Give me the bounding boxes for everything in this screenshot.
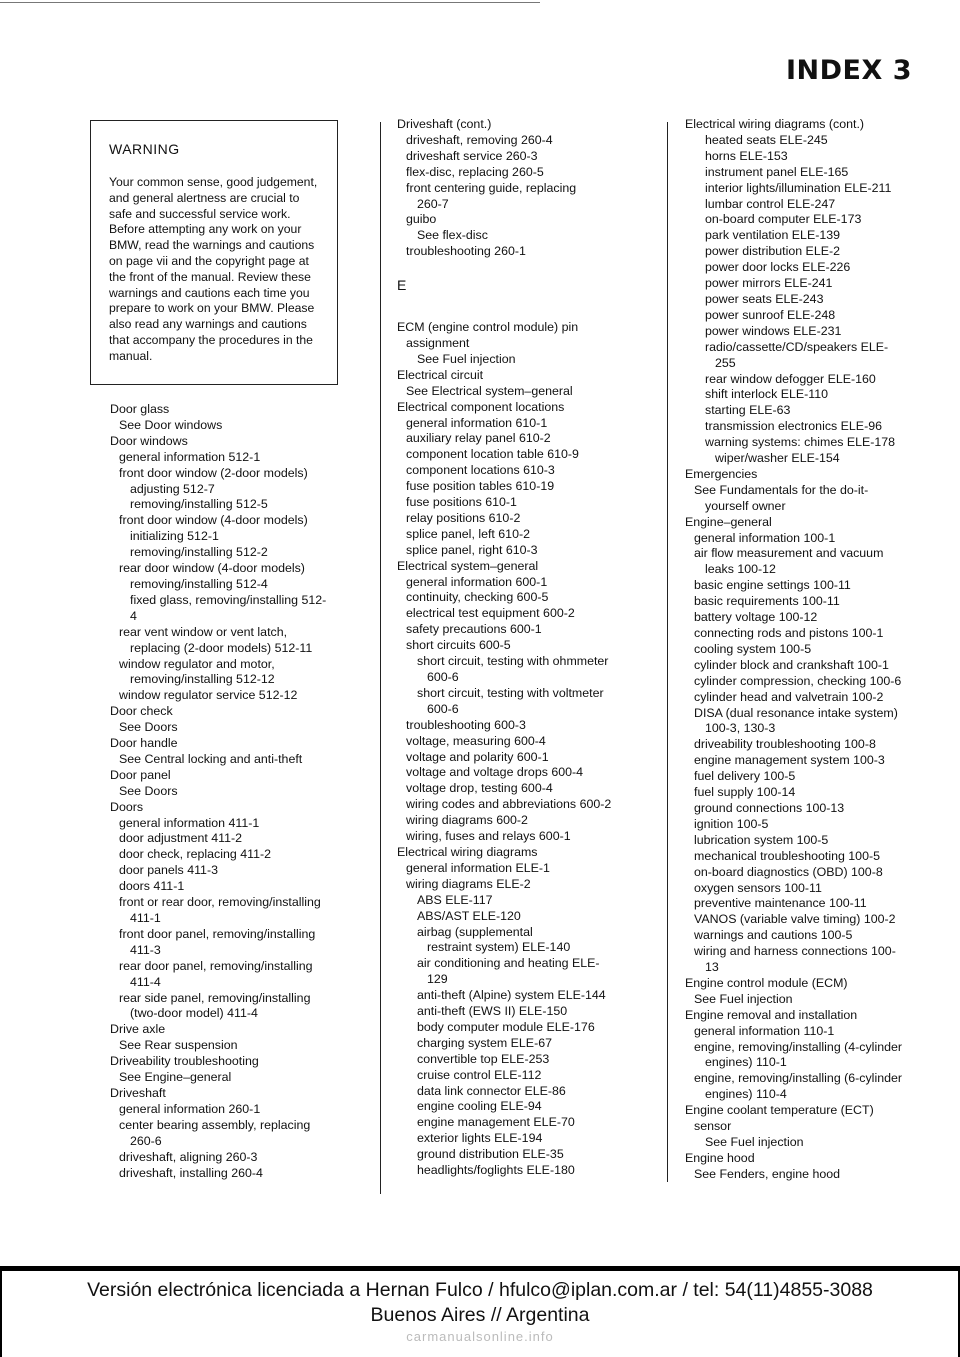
index-entry: See Engine–general [119,1070,232,1085]
index-entry: air conditioning and heating ELE- [417,956,600,971]
index-entry: ignition 100-5 [694,816,769,831]
index-entry: anti-theft (EWS II) ELE-150 [417,1004,568,1019]
license-footer-panel [2,1271,958,1357]
index-entry: engine management ELE-70 [417,1115,575,1130]
index-entry: 129 [427,972,448,987]
index-entry: general information 610-1 [406,415,548,430]
index-entry: battery voltage 100-12 [694,610,818,625]
index-entry: troubleshooting 260-1 [406,244,526,259]
index-entry: fuel delivery 100-5 [694,769,796,784]
index-entry: driveshaft, removing 260-4 [406,132,553,147]
index-entry: cruise control ELE-112 [417,1067,542,1082]
index-entry: door adjustment 411-2 [119,831,243,846]
warning-title: WARNING [109,141,180,157]
index-entry: flex-disc, replacing 260-5 [406,164,544,179]
index-entry: Drive axle [110,1022,166,1037]
index-entry: rear door window (4-door models) [119,561,305,576]
index-entry: transmission electronics ELE-96 [705,419,882,434]
index-entry: See Fuel injection [417,351,516,366]
index-entry: 411-3 [130,942,161,957]
index-entry: voltage and voltage drops 600-4 [406,765,584,780]
index-entry: preventive maintenance 100-11 [694,896,867,911]
index-entry: warnings and cautions 100-5 [694,928,853,943]
index-entry: removing/installing 512-2 [130,545,268,560]
index-entry: auxiliary relay panel 610-2 [406,431,551,446]
index-entry: lumbar control ELE-247 [705,196,836,211]
index-entry: wiper/washer ELE-154 [715,451,840,466]
index-entry: initializing 512-1 [130,529,219,544]
index-entry: Electrical component locations [397,399,565,414]
index-entry: window regulator and motor, [119,656,275,671]
index-entry: voltage and polarity 600-1 [406,749,549,764]
index-entry: front or rear door, removing/installing [119,895,321,910]
index-entry: ECM (engine control module) pin [397,320,579,335]
index-entry: center bearing assembly, replacing [119,1117,311,1132]
index-entry: cylinder compression, checking 100-6 [694,673,902,688]
index-entry: cylinder head and valvetrain 100-2 [694,689,884,704]
index-entry: shift interlock ELE-110 [705,387,829,402]
index-entry: lubrication system 100-5 [694,832,829,847]
index-entry: general information 411-1 [119,815,260,830]
index-entry: voltage, measuring 600-4 [406,733,546,748]
index-entry: wiring and harness connections 100- [694,944,896,959]
index-entry: air flow measurement and vacuum [694,546,884,561]
index-entry: Engine coolant temperature (ECT) [685,1103,874,1118]
index-entry: driveability troubleshooting 100-8 [694,737,876,752]
index-entry: power sunroof ELE-248 [705,307,836,322]
index-entry: on-board computer ELE-173 [705,212,862,227]
index-entry: See Doors [119,720,178,735]
index-entry: general information 110-1 [694,1023,835,1038]
index-entry: Driveshaft [110,1085,166,1100]
index-entry: door panels 411-3 [119,863,218,878]
index-entry: door check, replacing 411-2 [119,847,271,862]
index-entry: yourself owner [705,498,786,513]
index-entry: airbag (supplemental [417,924,533,939]
index-entry: power distribution ELE-2 [705,244,840,259]
column-divider-2 [667,122,668,1182]
index-entry: general information 100-1 [694,530,836,545]
index-entry: fuse positions 610-1 [406,495,517,510]
index-entry: See Door windows [119,417,223,432]
index-entry: rear window defogger ELE-160 [705,371,876,386]
index-entry: general information 260-1 [119,1101,261,1116]
index-entry: exterior lights ELE-194 [417,1131,543,1146]
warning-text: Your common sense, good judgement, and general alertness are crucial to safe and successful service work. Before attempting any work on your BMW, read the warnings and cautions on page vii and the copyright page at the front of the manual. Review these warnings and cautions each time you prepare to work on your BMW. Please also read any warnings and cautions that accompany the procedures in the manual. [109,175,318,363]
index-entry: front centering guide, replacing [406,180,577,195]
index-entry: 600-6 [427,701,459,716]
index-entry: See Fuel injection [705,1135,804,1149]
index-entry: power mirrors ELE-241 [705,276,833,291]
watermark-text: carmanualsonline.info [406,1329,554,1344]
index-entry: Electrical wiring diagrams (cont.) [685,117,865,131]
index-entry: engines) 110-1 [705,1055,787,1070]
index-entry: Electrical wiring diagrams [397,844,538,859]
index-entry: electrical test equipment 600-2 [406,606,575,621]
index-entry: connecting rods and pistons 100-1 [694,626,884,640]
index-entry: relay positions 610-2 [406,510,521,525]
index-entry: safety precautions 600-1 [406,622,542,637]
index-entry: voltage drop, testing 600-4 [406,781,553,796]
index-entry: troubleshooting 600-3 [406,717,526,732]
index-entry: interior lights/illumination ELE-211 [705,180,892,195]
index-entry: short circuit, testing with voltmeter [417,685,604,700]
index-entry: horns ELE-153 [705,148,788,163]
index-entry: Door check [110,704,173,719]
index-entry: 600-6 [427,670,459,684]
index-entry: See Fenders, engine hood [694,1166,841,1181]
index-entry: replacing (2-door models) 512-11 [130,640,313,655]
index-entry: wiring diagrams 600-2 [406,813,528,828]
index-entry: See flex-disc [417,228,488,243]
index-entry: driveshaft, aligning 260-3 [119,1149,258,1164]
index-entry: removing/installing 512-5 [130,497,268,512]
index-entry: 411-4 [130,974,161,989]
index-entry: component locations 610-3 [406,463,555,478]
license-footer [0,1266,960,1357]
column-divider-1 [380,122,381,1194]
index-entry: removing/installing 512-4 [130,576,268,591]
index-entry: Doors [110,799,144,814]
index-entry: wiring codes and abbreviations 600-2 [406,797,612,812]
section-letter-e: E [397,277,407,294]
index-entry: engines) 110-4 [705,1087,787,1102]
index-group-e [397,320,637,1179]
index-entry: sensor [694,1119,732,1134]
index-entry: short circuit, testing with ohmmeter [417,654,609,669]
index-entry: leaks 100-12 [705,562,776,577]
index-entry: power seats ELE-243 [705,291,824,306]
index-entry: convertible top ELE-253 [417,1051,550,1066]
index-entry: Electrical system–general [397,558,539,573]
index-entry: ABS/AST ELE-120 [417,908,521,923]
index-entry: general information 600-1 [406,574,548,589]
index-entry: 13 [705,960,719,975]
index-entry: instrument panel ELE-165 [705,164,849,179]
index-entry: DISA (dual resonance intake system) [694,705,898,720]
index-entry: ABS ELE-117 [417,892,493,907]
index-column-1 [110,402,350,1181]
index-entry: wiring diagrams ELE-2 [406,876,531,891]
index-entry: anti-theft (Alpine) system ELE-144 [417,988,606,1003]
index-entry: engine management system 100-3 [694,753,885,768]
index-entry: assignment [406,335,470,350]
index-entry: warning systems: chimes ELE-178 [705,435,896,450]
index-entry: rear vent window or vent latch, [119,624,288,639]
license-text-line-2: Buenos Aires // Argentina [370,1304,590,1326]
index-entry: Electrical circuit [397,367,484,382]
index-entry: driveshaft service 260-3 [406,148,538,163]
index-entry: See Electrical system–general [406,383,573,398]
index-entry: fuel supply 100-14 [694,785,796,800]
index-entry: 260-7 [417,196,449,211]
index-column-3 [685,117,925,1183]
index-entry: engine, removing/installing (4-cylinder [694,1039,902,1054]
index-entry: fixed glass, removing/installing 512- [130,592,327,607]
index-entry: Driveability troubleshooting [110,1054,259,1069]
index-entry: continuity, checking 600-5 [406,590,549,605]
index-entry: Engine hood [685,1150,755,1165]
index-entry: doors 411-1 [119,879,185,894]
index-entry: engine cooling ELE-94 [417,1099,542,1114]
index-entry: cylinder block and crankshaft 100-1 [694,657,889,672]
index-entry: front door panel, removing/installing [119,926,316,941]
index-entry: front door window (4-door models) [119,513,308,528]
index-column-2 [397,117,637,1179]
index-entry: ground connections 100-13 [694,800,845,815]
index-entry: oxygen sensors 100-11 [694,880,822,895]
index-entry: splice panel, left 610-2 [406,526,530,541]
index-entry: 4 [130,608,137,623]
index-entry: Door handle [110,736,178,751]
index-entry: Engine–general [685,514,772,529]
index-entry: front door window (2-door models) [119,465,308,480]
index-entry: short circuits 600-5 [406,638,511,653]
index-entry: starting ELE-63 [705,403,791,418]
index-entry: general information 512-1 [119,449,261,464]
index-entry: 411-1 [130,911,161,925]
index-entry: See Fundamentals for the do-it- [694,482,869,497]
index-entry: body computer module ELE-176 [417,1019,595,1034]
index-entry: power door locks ELE-226 [705,260,851,275]
index-entry: engine, removing/installing (6-cylinder [694,1071,902,1086]
index-entry: See Rear suspension [119,1038,238,1053]
index-entry: basic requirements 100-11 [694,594,840,609]
top-scan-rule [0,2,540,3]
index-entry: park ventilation ELE-139 [705,228,841,243]
warning-box [90,120,338,385]
index-entry: heated seats ELE-245 [705,132,828,147]
index-group-driveshaft-cont [397,117,637,260]
index-entry: ground distribution ELE-35 [417,1147,564,1162]
index-entry: adjusting 512-7 [130,481,215,496]
index-entry: Engine removal and installation [685,1007,858,1022]
index-entry: driveshaft, installing 260-4 [119,1165,263,1180]
index-entry: guibo [406,212,437,227]
index-entry: See Central locking and anti-theft [119,751,303,766]
index-entry: rear door panel, removing/installing [119,958,313,973]
index-entry: Emergencies [685,466,758,481]
index-entry: Door glass [110,402,170,416]
index-entry: component location table 610-9 [406,447,579,462]
index-entry: Engine control module (ECM) [685,975,848,990]
index-entry: Door windows [110,433,188,448]
index-entry: fuse position tables 610-19 [406,479,555,494]
index-entry: headlights/foglights ELE-180 [417,1163,575,1178]
index-entry: removing/installing 512-12 [130,672,275,687]
index-entry: radio/cassette/CD/speakers ELE- [705,339,889,354]
index-entry: power windows ELE-231 [705,323,842,338]
index-entry: window regulator service 512-12 [119,688,298,703]
index-entry: VANOS (variable valve timing) 100-2 [694,912,896,927]
index-entry: data link connector ELE-86 [417,1083,566,1098]
index-entry: wiring, fuses and relays 600-1 [406,829,571,844]
index-entry: (two-door model) 411-4 [130,1006,258,1021]
index-entry: restraint system) ELE-140 [427,940,571,955]
index-entry: general information ELE-1 [406,860,550,875]
index-entry: 255 [715,355,736,370]
index-entry: charging system ELE-67 [417,1035,552,1050]
index-entry: rear side panel, removing/installing [119,990,311,1005]
index-entry: See Doors [119,783,178,798]
license-text-line-1: Versión electrónica licenciada a Hernan Fulco / hfulco@iplan.com.ar / tel: 54(11)4855-3088 [87,1279,873,1301]
index-entry: basic engine settings 100-11 [694,578,851,593]
index-entry: Door panel [110,767,171,782]
page-title: INDEX 3 [785,55,912,86]
index-entry: splice panel, right 610-3 [406,542,538,557]
index-entry: Driveshaft (cont.) [397,117,492,131]
index-entry: mechanical troubleshooting 100-5 [694,848,880,863]
index-entry: 100-3, 130-3 [705,721,776,736]
index-entry: cooling system 100-5 [694,641,812,656]
index-entry: on-board diagnostics (OBD) 100-8 [694,864,883,879]
index-entry: See Fuel injection [694,991,793,1006]
index-entry: 260-6 [130,1133,162,1148]
